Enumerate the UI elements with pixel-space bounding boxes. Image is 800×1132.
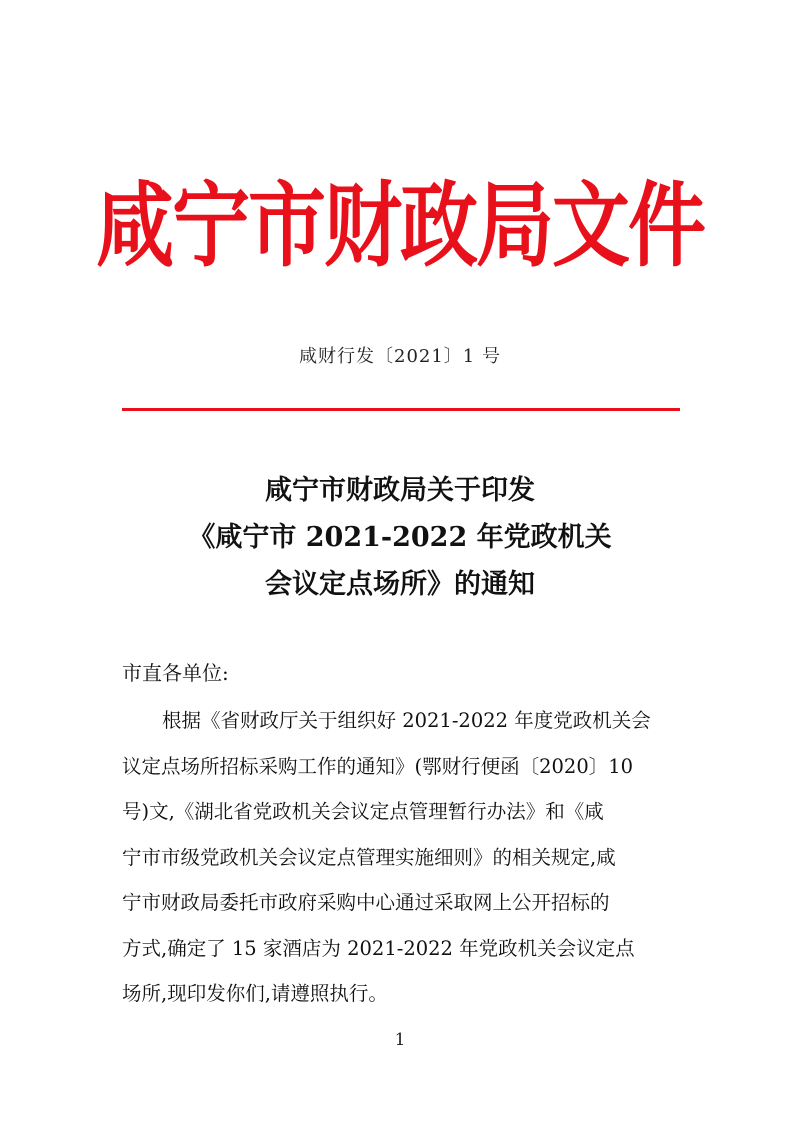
body-paragraph	[122, 706, 682, 1025]
document-title	[0, 467, 800, 608]
document-number: 咸财行发〔2021〕1 号	[299, 346, 501, 367]
addressee: 市直各单位:	[122, 661, 229, 685]
page-number: 1	[394, 1030, 406, 1050]
body-line: 方式,确定了 15 家酒店为 2021-2022 年党政机关会议定点	[122, 936, 635, 960]
body-line: 宁市财政局委托市政府采购中心通过采取网上公开招标的	[122, 891, 610, 914]
body-line: 议定点场所招标采购工作的通知》(鄂财行便函〔2020〕10	[122, 754, 634, 778]
masthead-title: 咸宁市财政局文件	[95, 173, 704, 281]
body-line: 号)文,《湖北省党政机关会议定点管理暂行办法》和《咸	[122, 800, 604, 823]
red-divider-line	[122, 408, 680, 411]
body-line: 场所,现印发你们,请遵照执行。	[122, 982, 388, 1005]
body-line: 根据《省财政厅关于组织好 2021-2022 年度党政机关会	[162, 709, 651, 732]
title-line: 会议定点场所》的通知	[265, 569, 535, 600]
title-line: 咸宁市财政局关于印发	[265, 475, 535, 506]
body-line: 宁市市级党政机关会议定点管理实施细则》的相关规定,咸	[122, 845, 616, 869]
title-line: 《咸宁市 2021-2022 年党政机关	[188, 522, 612, 553]
